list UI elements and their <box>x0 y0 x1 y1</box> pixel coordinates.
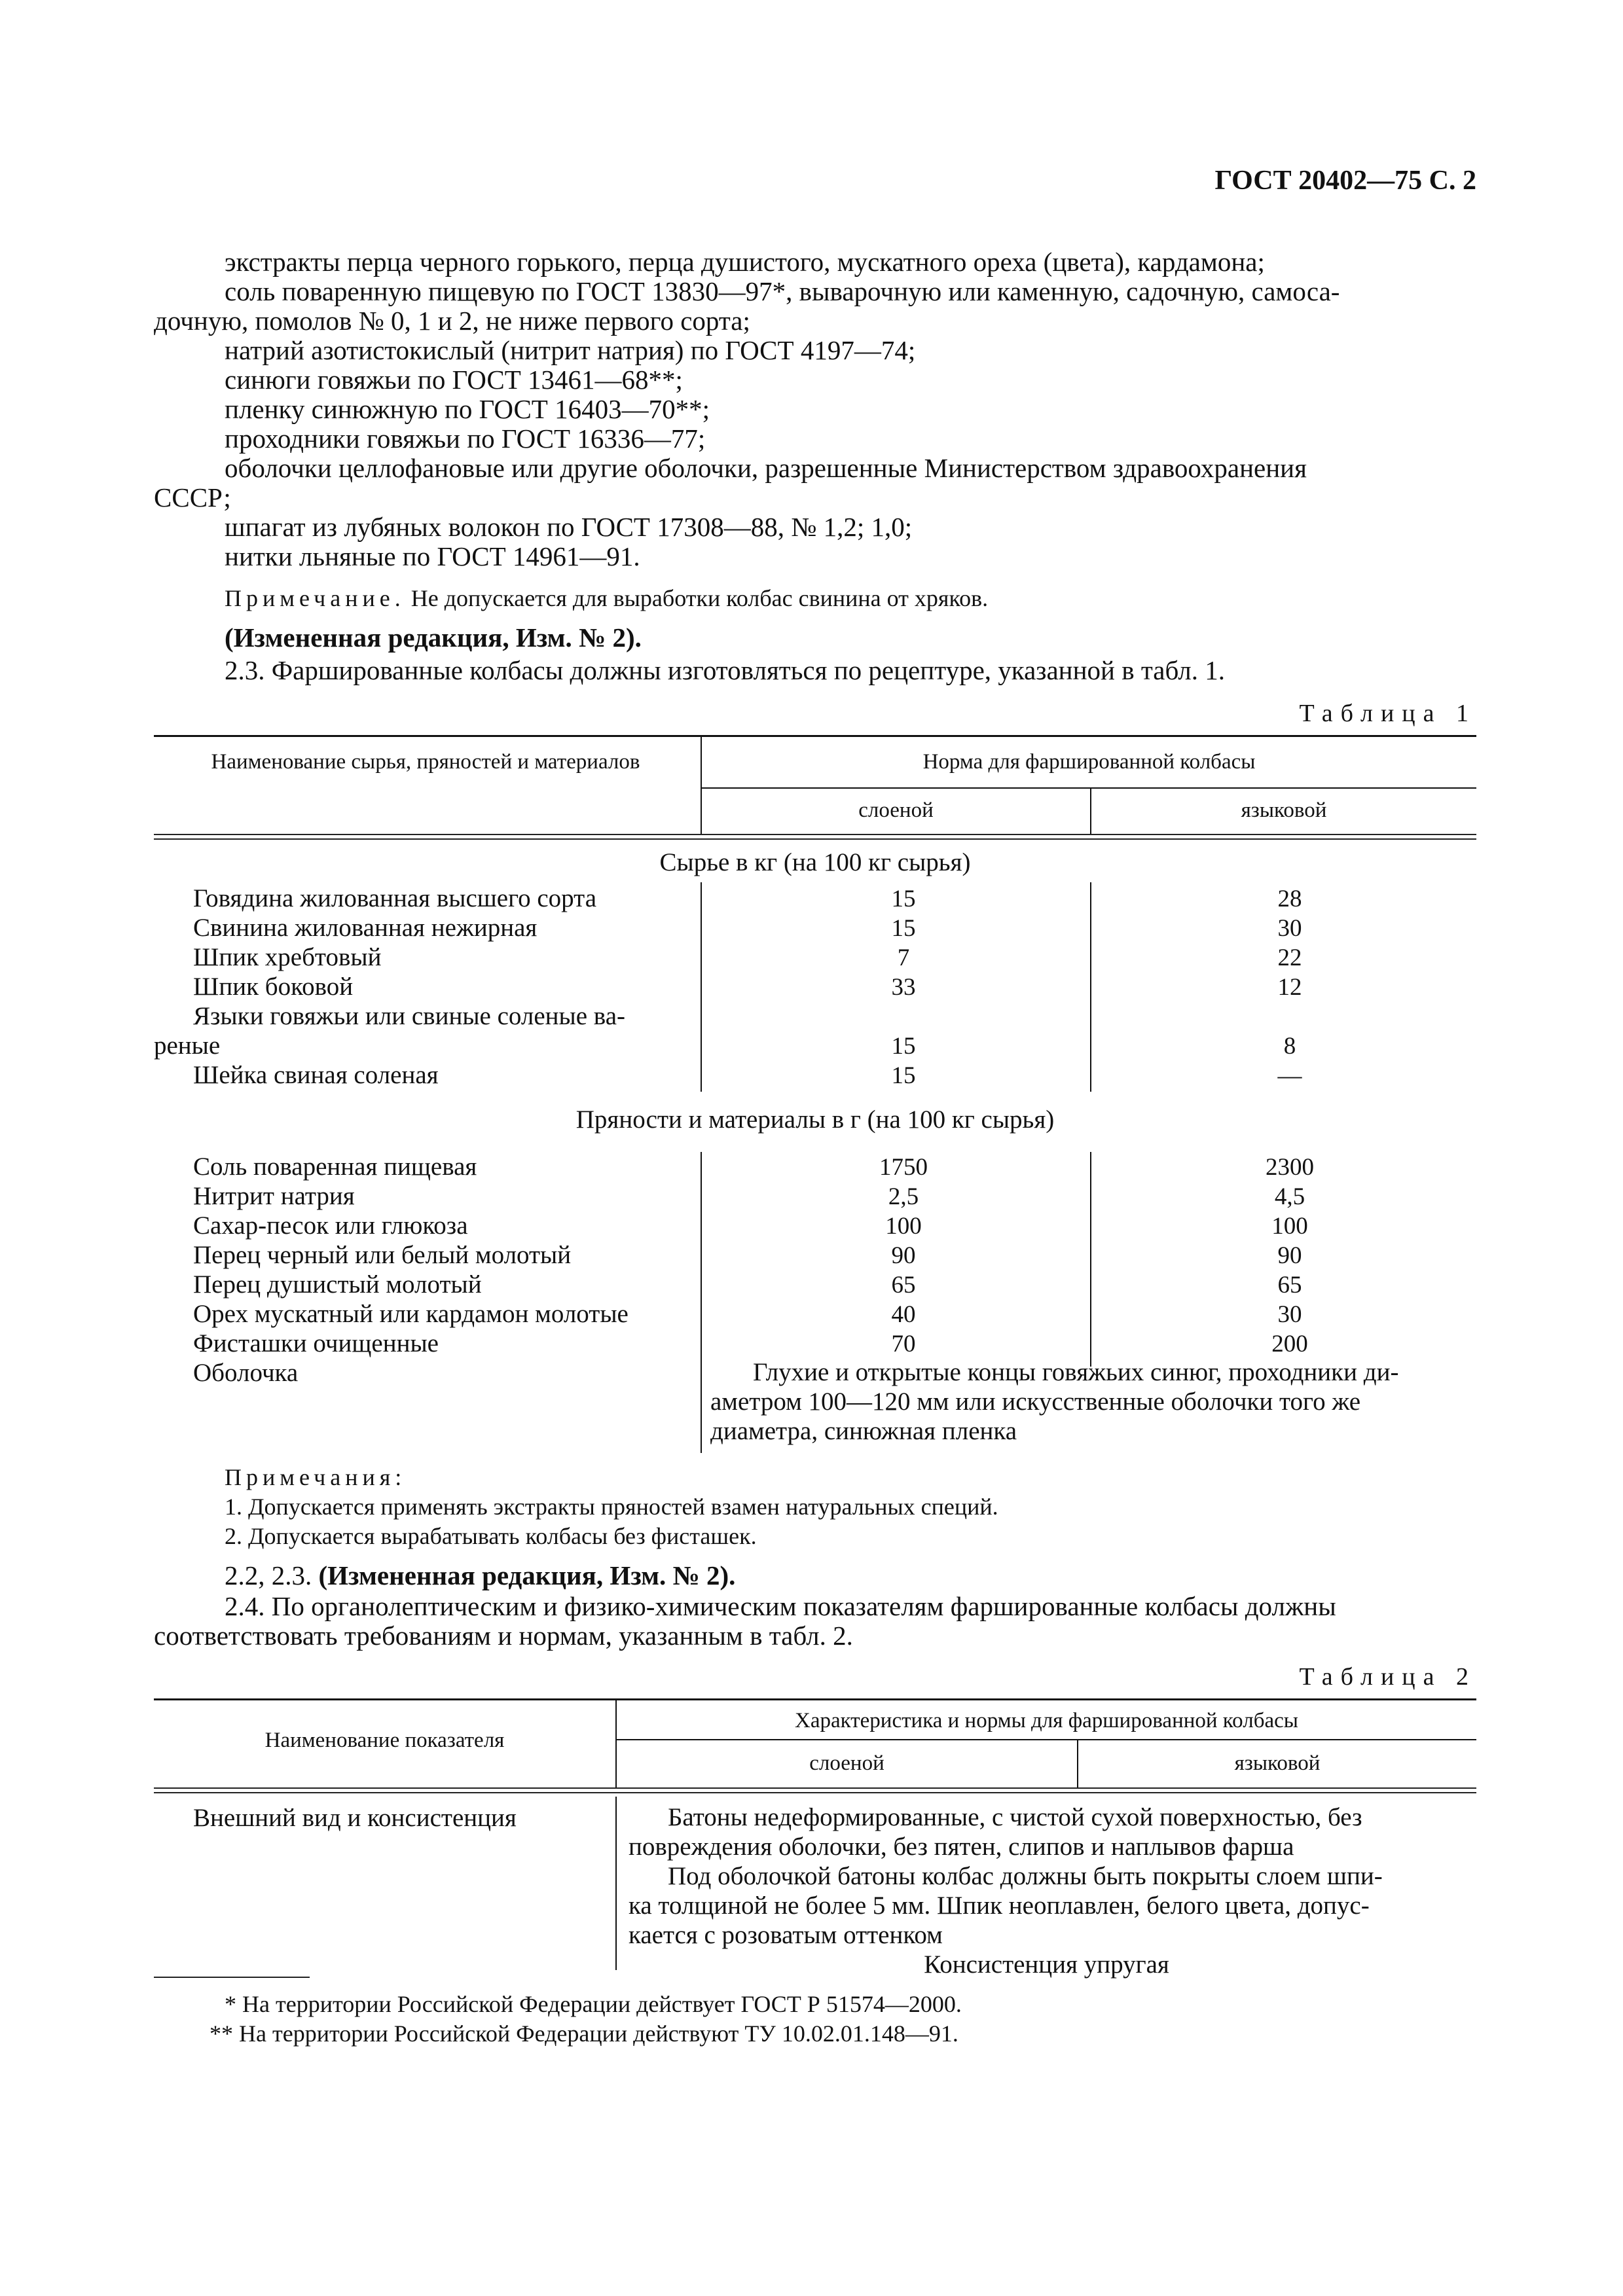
table-2-caption: Таблица 2 <box>1299 1663 1476 1691</box>
table-cell: 40 <box>891 1301 916 1328</box>
table-cell-text: Глухие и открытые концы говяжьих синюг, проходники ди- <box>753 1358 1399 1386</box>
table-cell: 30 <box>1277 915 1302 942</box>
table-row-label: реные <box>154 1031 221 1060</box>
table-cell: 7 <box>897 944 910 971</box>
table-top-rule <box>154 1698 1476 1700</box>
table-col-divider <box>701 882 702 1092</box>
table-head-col1: Наименование показателя <box>264 1729 505 1752</box>
table-row-label: Шейка свиная соленая <box>193 1061 439 1089</box>
paragraph-2-4: соответствовать требованиям и нормам, указанным в табл. 2. <box>154 1621 853 1651</box>
table-row-label: Шпик боковой <box>193 973 354 1001</box>
paragraph-2-3: 2.3. Фаршированные колбасы должны изготовляться по рецептуре, указанной в табл. 1. <box>225 655 1226 685</box>
table-sub-rule <box>702 787 1476 789</box>
amendment-text: (Измененная редакция, Изм. № 2). <box>318 1560 736 1590</box>
footnote-separator <box>154 1977 310 1978</box>
note-item: 2. Допускается вырабатывать колбасы без фисташек. <box>225 1523 757 1549</box>
table-cell: 90 <box>1277 1242 1302 1269</box>
table-col-divider <box>1090 1152 1091 1367</box>
text-line: соль поваренную пищевую по ГОСТ 13830—97*, выварочную или каменную, садочную, самоса- <box>225 276 1340 306</box>
table-cell: 100 <box>885 1213 922 1240</box>
table-head-rule <box>154 1787 1476 1793</box>
note-item: 1. Допускается применять экстракты пряностей взамен натуральных специй. <box>225 1494 998 1520</box>
text-line: пленку синюжную по ГОСТ 16403—70**; <box>225 394 710 424</box>
table-cell: 2,5 <box>888 1183 919 1210</box>
page-header: ГОСТ 20402—75 С. 2 <box>1214 166 1476 196</box>
note <box>225 584 1547 613</box>
table-head-group: Характеристика и нормы для фаршированной колбасы <box>795 1709 1298 1732</box>
table-cell: 8 <box>1283 1033 1296 1060</box>
table-cell-text: аметром 100—120 мм или искусственные оболочки того же <box>710 1388 1361 1416</box>
table-cell: 15 <box>891 915 916 942</box>
amendment-prefix: 2.2, 2.3. <box>225 1560 312 1590</box>
table-cell: 28 <box>1277 886 1302 912</box>
table-col-divider <box>701 1152 702 1453</box>
text-line: экстракты перца черного горького, перца душистого, мускатного ореха (цвета), кардамона; <box>225 247 1265 277</box>
table-cell: 4,5 <box>1274 1183 1305 1210</box>
table-cell: 100 <box>1271 1213 1308 1240</box>
table-cell: 65 <box>891 1272 916 1299</box>
table-1-caption: Таблица 1 <box>1299 700 1476 727</box>
text-line: натрий азотистокислый (нитрит натрия) по ГОСТ 4197—74; <box>225 335 916 365</box>
table-head-a: слоеной <box>858 798 934 822</box>
table-row-label: Перец душистый молотый <box>193 1270 482 1299</box>
amendment-note <box>225 1561 1547 1590</box>
table-row-label: Шпик хребтовый <box>193 943 382 971</box>
table-cell: 200 <box>1271 1331 1308 1357</box>
table-cell-text: ка толщиной не более 5 мм. Шпик неоплавлен, белого цвета, допус- <box>629 1892 1370 1920</box>
table-section-heading: Сырье в кг (на 100 кг сырья) <box>659 848 971 876</box>
table-col-divider <box>615 1797 617 1970</box>
table-cell: 33 <box>891 974 916 1001</box>
text-line: проходники говяжьи по ГОСТ 16336—77; <box>225 423 706 454</box>
table-cell-text: Консистенция упругая <box>924 1950 1169 1979</box>
notes-label: Примечания: <box>225 1464 407 1490</box>
table-row-label: Говядина жилованная высшего сорта <box>193 884 597 912</box>
table-row-label: Соль поваренная пищевая <box>193 1153 477 1181</box>
table-cell: 65 <box>1277 1272 1302 1299</box>
table-cell: 15 <box>891 1033 916 1060</box>
table-row-label: Внешний вид и консистенция <box>193 1804 517 1832</box>
table-row-label: Орех мускатный или кардамон молотые <box>193 1300 629 1328</box>
amendment-note: (Измененная редакция, Изм. № 2). <box>225 622 642 653</box>
note-text: Не допускается для выработки колбас свинина от хряков. <box>410 585 989 611</box>
table-sub-rule <box>617 1739 1476 1740</box>
table-cell: — <box>1277 1062 1302 1089</box>
table-cell-text: Батоны недеформированные, с чистой сухой поверхностью, без <box>668 1803 1362 1831</box>
table-cell: 15 <box>891 886 916 912</box>
table-cell: 1750 <box>879 1154 928 1181</box>
table-cell-text: Под оболочкой батоны колбас должны быть покрыты слоем шпи- <box>668 1862 1383 1890</box>
text-line: нитки льняные по ГОСТ 14961—91. <box>225 541 640 571</box>
table-section-heading: Пряности и материалы в г (на 100 кг сырья) <box>575 1105 1055 1134</box>
table-row-label: Языки говяжьи или свиные соленые ва- <box>193 1002 625 1030</box>
table-head-b: языковой <box>1241 798 1327 822</box>
table-head-group: Норма для фаршированной колбасы <box>922 750 1256 774</box>
table-head-a: слоеной <box>809 1751 884 1775</box>
text-line: СССР; <box>154 482 231 512</box>
table-cell: 70 <box>891 1331 916 1357</box>
text-line: дочную, помолов № 0, 1 и 2, не ниже первого сорта; <box>154 306 750 336</box>
table-cell: 90 <box>891 1242 916 1269</box>
paragraph-2-4: 2.4. По органолептическим и физико-химическим показателям фаршированные колбасы должны <box>225 1591 1336 1621</box>
table-top-rule <box>154 735 1476 737</box>
table-head-col1: Наименование сырья, пряностей и материалов <box>211 750 640 774</box>
table-col-divider <box>1090 882 1091 1092</box>
text-line: оболочки целлофановые или другие оболочки, разрешенные Министерством здравоохранения <box>225 453 1307 483</box>
table-row-label: Сахар-песок или глюкоза <box>193 1211 468 1240</box>
table-cell-text: диаметра, синюжная пленка <box>710 1417 1017 1445</box>
table-cell-text: повреждения оболочки, без пятен, слипов и наплывов фарша <box>629 1833 1294 1861</box>
table-row-label: Свинина жилованная нежирная <box>193 914 538 942</box>
text-line: синюги говяжьи по ГОСТ 13461—68**; <box>225 365 683 395</box>
table-cell-text: кается с розоватым оттенком <box>629 1921 943 1949</box>
table-cell: 12 <box>1277 974 1302 1001</box>
table-head-rule <box>154 834 1476 840</box>
footnote: * На территории Российской Федерации действует ГОСТ Р 51574—2000. <box>225 1991 962 2017</box>
table-row-label: Нитрит натрия <box>193 1182 355 1210</box>
table-row-label: Оболочка <box>193 1359 299 1387</box>
table-cell: 15 <box>891 1062 916 1089</box>
table-row-label: Фисташки очищенные <box>193 1329 439 1357</box>
table-cell: 22 <box>1277 944 1302 971</box>
note-label: Примечание. <box>225 585 405 611</box>
table-row-label: Перец черный или белый молотый <box>193 1241 572 1269</box>
table-cell: 30 <box>1277 1301 1302 1328</box>
table-cell: 2300 <box>1266 1154 1314 1181</box>
table-head-b: языковой <box>1234 1751 1321 1775</box>
footnote: ** На территории Российской Федерации действуют ТУ 10.02.01.148—91. <box>210 2020 958 2047</box>
text-line: шпагат из лубяных волокон по ГОСТ 17308—88, № 1,2; 1,0; <box>225 512 913 542</box>
